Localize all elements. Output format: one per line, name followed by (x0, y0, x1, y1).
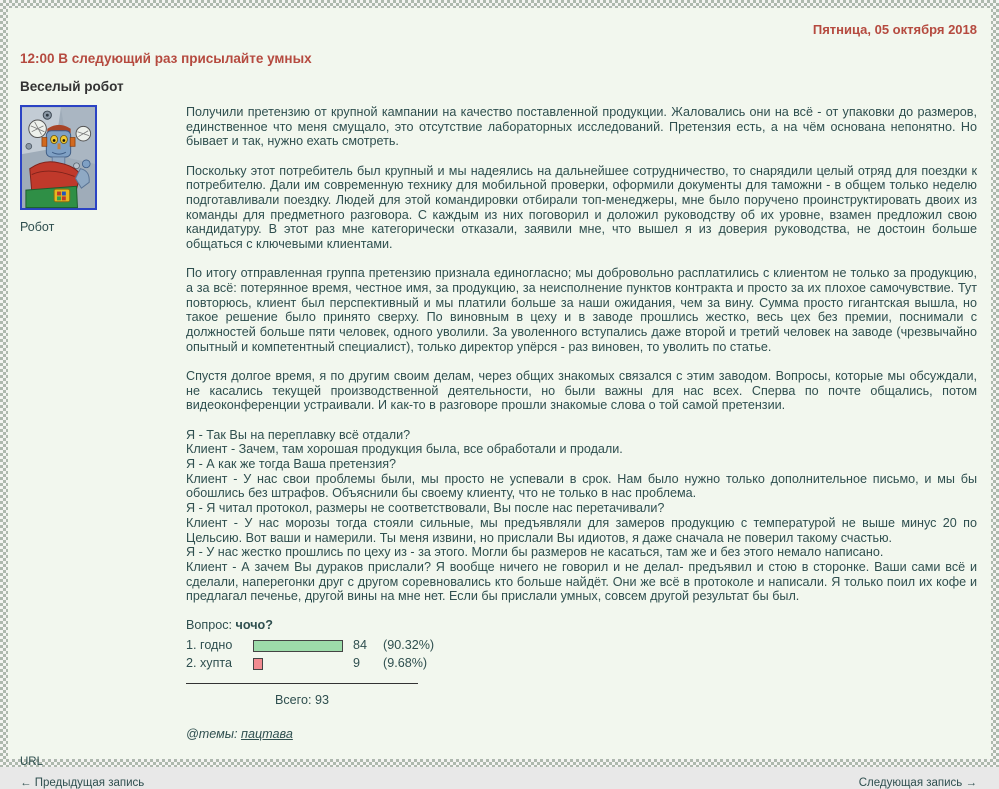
post-title (20, 51, 977, 66)
tags-line (186, 727, 977, 742)
post-date: Пятница, 05 октября 2018 (812, 22, 977, 37)
dialogue-line: Клиент - А зачем Вы дураков прислали? Я вообще ничего не говорил и не делал- предъявил и стою в сторонке. Ваши сами всё и сделали, наперегонки друг с другом соревновались кто больше найдёт. Они же всё в протоколе и написали. Я только поил их кофе и предлагал печенье, другой вины на мне нет. Если бы прислали умных, совсем другой результат бы был. (186, 559, 977, 604)
avatar-caption: Робот (20, 220, 55, 234)
poll-question-text: чочо? (235, 618, 273, 633)
post-text (186, 105, 977, 741)
dialogue-line: Клиент - У нас морозы тогда стояли сильные, мы предъявляли для замеров продукцию с температурой не выше минус 20 по Цельсию. Вот ваши и намерили. Ты меня извини, но прислали Вы идиотов, я даже сначала не поверил такому счастью. (186, 515, 977, 545)
previous-post-link[interactable]: ← Предыдущая запись (20, 777, 145, 789)
url-line (20, 756, 977, 768)
dialogue-line: Клиент - Зачем, там хорошая продукция была, все обработали и продали. (186, 442, 623, 457)
paragraph: Получили претензию от крупной кампании на качество поставленной продукции. Жаловались они на всё - от упаковки до размеров, единственное что меня смущало, это отсутствие лабораторных исследований. Претензия есть, а на чём основана непонятно. Но бывает и так, нужно ехать смотреть. (186, 105, 977, 149)
dialogue-line: Я - Так Вы на переплавку всё отдали? (186, 427, 411, 442)
post-author: Веселый робот (20, 79, 124, 94)
blog-page (8, 8, 991, 789)
next-post-link[interactable]: Следующая запись → (858, 777, 977, 789)
poll-total (186, 693, 418, 708)
dialogue-line: Я - Я читал протокол, размеры не соответствовали, Вы после нас перетачивали? (186, 501, 665, 516)
poll-option-row (186, 637, 977, 655)
paragraph: По итогу отправленная группа претензию признала единогласно; мы добровольно расплатились с клиентом не только за продукцию, а за всё: потерянное время, честное имя, за продукцию, за неисполнение пунктов контракта и просто за их плохое самочувствие. Тут повторюсь, клиент был перспективный и мы платили больше за наши ожидания, чем за вину. Сумма просто гигантская вышла, но такое решение было принято сверху. По виновным в цеху и в заводе прошлись жестко, весь цех без премии, поснимали с должностей больше пяти человек, одного уволили. За уволенного вступались даже второй и третий человек на заводе (чрезвычайно опытный и компетентный специалист), только директор упёрся - раз виновен, то уволить по статье. (186, 266, 977, 354)
poll-total-label: Всего: (274, 692, 312, 707)
dialogue-line: Клиент - У нас свои проблемы были, мы просто не успевали в срок. Нам было нужно только дополнительное письмо, и мы бы обошлись без штрафов. Объяснили бы своему клиенту, что не только в нас проблема. (186, 471, 977, 501)
poll-bar-2 (253, 658, 263, 670)
poll-question (186, 618, 977, 633)
poll-option-row (186, 655, 977, 673)
post-time: 12:00 (20, 51, 55, 66)
dialogue-line: Я - А как же тогда Ваша претензия? (186, 457, 397, 472)
poll-divider (186, 683, 418, 684)
poll-option-votes: 84 (353, 638, 368, 653)
tag-link[interactable]: пацтава (241, 726, 293, 741)
tags-label: @темы: (186, 726, 238, 741)
poll (186, 618, 977, 707)
post-body (20, 105, 977, 741)
post-navigation (20, 777, 977, 789)
poll-option-percent: (9.68%) (383, 656, 428, 671)
poll-option-votes: 9 (353, 656, 361, 671)
avatar (20, 105, 97, 210)
permalink-url-link[interactable]: URL (20, 756, 44, 769)
post-title-text: В следующий раз присылайте умных (58, 51, 312, 66)
dialogue-line: Я - У нас жестко прошлись по цеху из - за этого. Могли бы размеров не касаться, там же и без этого немало написано. (186, 545, 884, 560)
poll-total-value: 93 (315, 692, 330, 707)
poll-option-label: 1. годно (186, 638, 233, 653)
robot-avatar-image (22, 107, 95, 208)
poll-bar-1 (253, 640, 343, 652)
paragraph: Спустя долгое время, я по другим своим делам, через общих знакомых связался с этим заводом. Вопросы, которые мы обсуждали, не касались текущей производственной деятельности, но были важны для нас всех. Сперва по почте общались, потом видеоконференции устраивали. И как-то в разговоре прошли знакомые слова о той самой претензии. (186, 369, 977, 413)
poll-option-label: 2. хупта (186, 656, 233, 671)
poll-question-label: Вопрос: (186, 618, 233, 633)
author-column (20, 105, 186, 741)
paragraph: Поскольку этот потребитель был крупный и мы надеялись на дальнейшее сотрудничество, то снарядили целый отряд для поездки к потребителю. Дали им современную технику для мобильной проверки, оформили документы для таможни - в общем только неделю подготавливали поездку. Людей для этой командировки отбирали топ-менеджеры, мне было поручено проинструктировать двоих из команды для предметного разговора. С каждым из них поговорил и доложил руководству об их уровне, взамен предложил свою кандидатуру. В этот раз мне категорически отказали, заявили мне, что вышел я из доверия руководства, не достоин больше общаться с ключевыми клиентами. (186, 163, 977, 252)
poll-option-percent: (90.32%) (383, 638, 435, 653)
dialogue-block (186, 428, 977, 604)
